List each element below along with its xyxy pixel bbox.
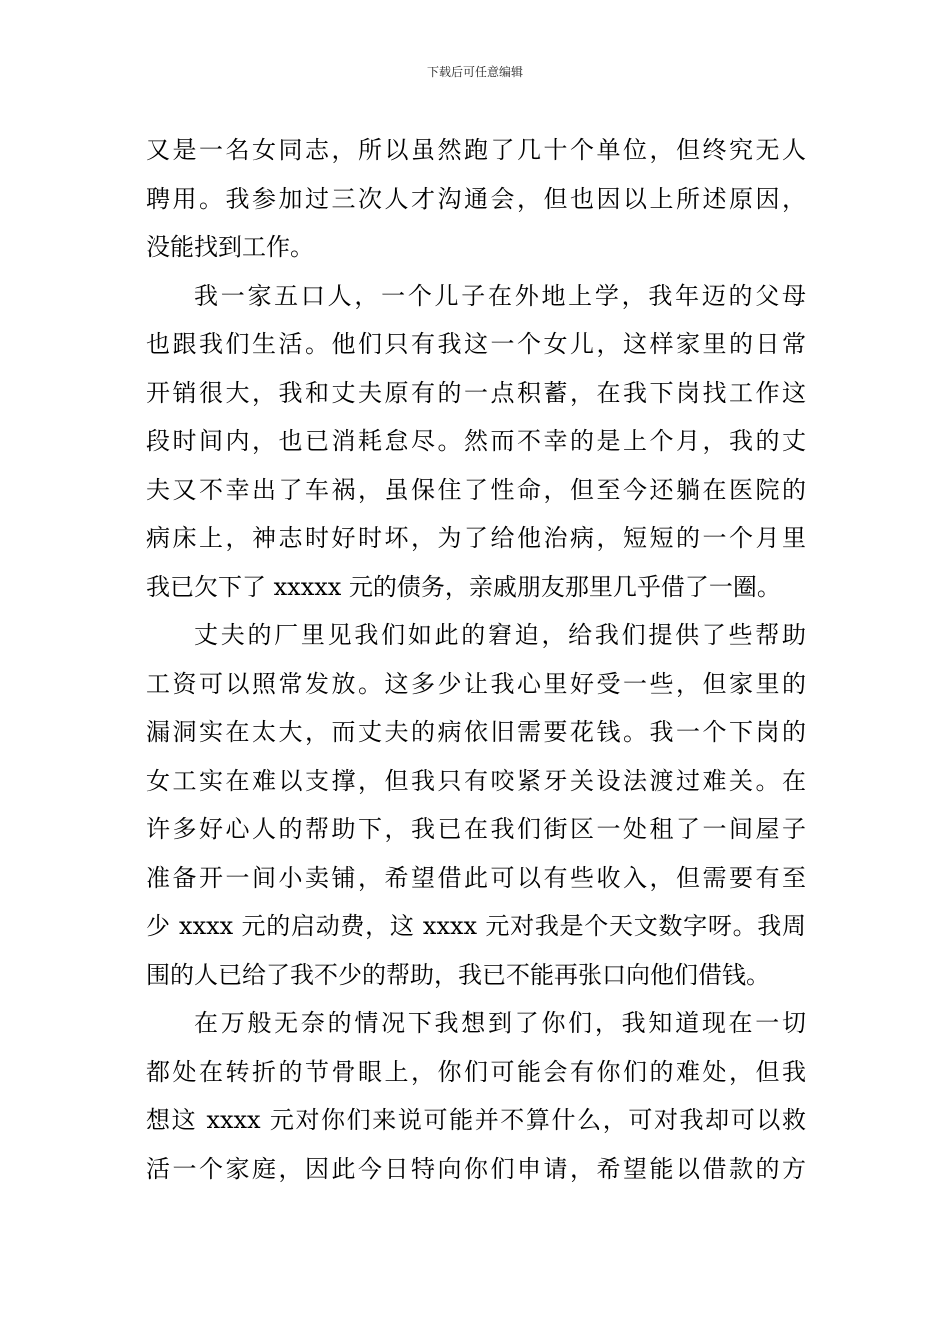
text-line: 工资可以照常发放。这多少让我心里好受一些，但家里的 xyxy=(146,669,806,698)
text-line: 我一家五口人，一个儿子在外地上学，我年迈的父母 xyxy=(194,281,806,310)
text-line: 病床上，神志时好时坏，为了给他治病，短短的一个月里 xyxy=(146,524,806,552)
text-line: 段时间内，也已消耗怠尽。然而不幸的是上个月，我的丈 xyxy=(146,427,806,455)
page-header: 下载后可任意编辑 xyxy=(426,65,523,79)
text-line: 聘用。我参加过三次人才沟通会，但也因以上所述原因， xyxy=(146,184,806,213)
text-line: 准备开一间小卖铺，希望借此可以有些收入，但需要有至 xyxy=(146,863,806,892)
text-line: 许多好心人的帮助下，我已在我们街区一处租了一间屋子 xyxy=(146,815,806,843)
text-line: 活一个家庭，因此今日特向你们申请，希望能以借款的方 xyxy=(146,1154,806,1183)
text-line: 围的人已给了我不少的帮助，我已不能再张口向他们借钱。 xyxy=(146,960,770,989)
text-line: 在万般无奈的情况下我想到了你们，我知道现在一切 xyxy=(194,1009,806,1037)
text-line: 开销很大，我和丈夫原有的一点积蓄，在我下岗找工作这 xyxy=(146,378,806,407)
text-line: 没能找到工作。 xyxy=(146,233,314,261)
text-line: 夫又不幸出了车祸，虽保住了性命，但至今还躺在医院的 xyxy=(146,475,806,504)
text-line: 漏洞实在太大，而丈夫的病依旧需要花钱。我一个下岗的 xyxy=(146,718,806,746)
text-line: 女工实在难以支撑，但我只有咬紧牙关设法渡过难关。在 xyxy=(146,766,806,795)
text-line: 丈夫的厂里见我们如此的窘迫，给我们提供了些帮助 xyxy=(194,621,806,649)
text-line: 想这 xxxx 元对你们来说可能并不算什么，可对我却可以救 xyxy=(146,1106,806,1134)
text-line: 也跟我们生活。他们只有我这一个女儿，这样家里的日常 xyxy=(146,330,806,358)
text-line: 少 xxxx 元的启动费，这 xxxx 元对我是个天文数字呀。我周 xyxy=(146,912,806,940)
text-line: 又是一名女同志，所以虽然跑了几十个单位，但终究无人 xyxy=(146,136,806,164)
text-line: 我已欠下了 xxxxx 元的债务，亲戚朋友那里几乎借了一圈。 xyxy=(146,572,781,601)
text-line: 都处在转折的节骨眼上，你们可能会有你们的难处，但我 xyxy=(146,1057,806,1086)
document-body xyxy=(146,126,806,1193)
